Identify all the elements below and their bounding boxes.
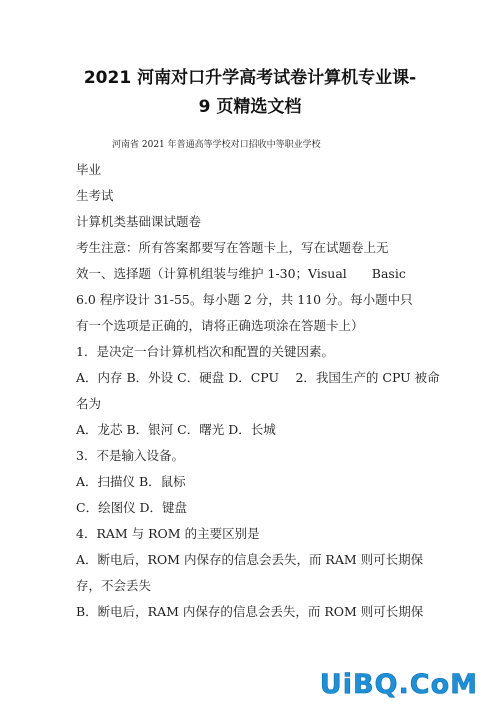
- text-line: B．断电后，RAM 内保存的信息会丢失，而 ROM 则可长期保: [76, 604, 424, 619]
- question-4: 4．RAM 与 ROM 的主要区别是: [76, 526, 260, 541]
- text-line: 6.0 程序设计 31-55。每小题 2 分，共 110 分。每小题中只: [76, 292, 413, 307]
- exam-heading: 河南省 2021 年普通高等学校对口招收中等职业学校: [112, 140, 321, 150]
- text-line: C．绘图仪 D．键盘: [76, 500, 188, 515]
- site-watermark: UiBQ.CoM: [319, 669, 478, 700]
- text-line: 有一个选项是正确的，请将正确选项涂在答题卡上）: [76, 318, 364, 333]
- text-line: 毕业: [76, 162, 102, 177]
- document-title-line-2: 9 页精选文档: [198, 97, 302, 117]
- text-line: 生考试: [76, 188, 114, 203]
- question-1: 1．是决定一台计算机档次和配置的关键因素。: [76, 344, 334, 359]
- question-3: 3．不是输入设备。: [76, 448, 184, 463]
- text-line: 效一、选择题（计算机组装与维护 1-30；Visual Basic: [76, 266, 406, 281]
- text-line: 考生注意：所有答案都要写在答题卡上，写在试题卷上无: [76, 240, 389, 255]
- text-line: 存，不会丢失: [76, 578, 152, 593]
- text-line: A．内存 B．外设 C．硬盘 D．CPU 2．我国生产的 CPU 被命: [76, 370, 440, 385]
- text-line: 名为: [76, 396, 102, 411]
- text-line: A．断电后，ROM 内保存的信息会丢失，而 RAM 则可长期保: [76, 552, 424, 567]
- text-line: A．扫描仪 B．鼠标: [76, 474, 186, 489]
- text-line: A．龙芯 B．银河 C．曙光 D．长城: [76, 422, 276, 437]
- document-title-line-1: 2021 河南对口升学高考试卷计算机专业课-: [83, 68, 417, 88]
- text-line: 计算机类基础课试题卷: [76, 214, 202, 229]
